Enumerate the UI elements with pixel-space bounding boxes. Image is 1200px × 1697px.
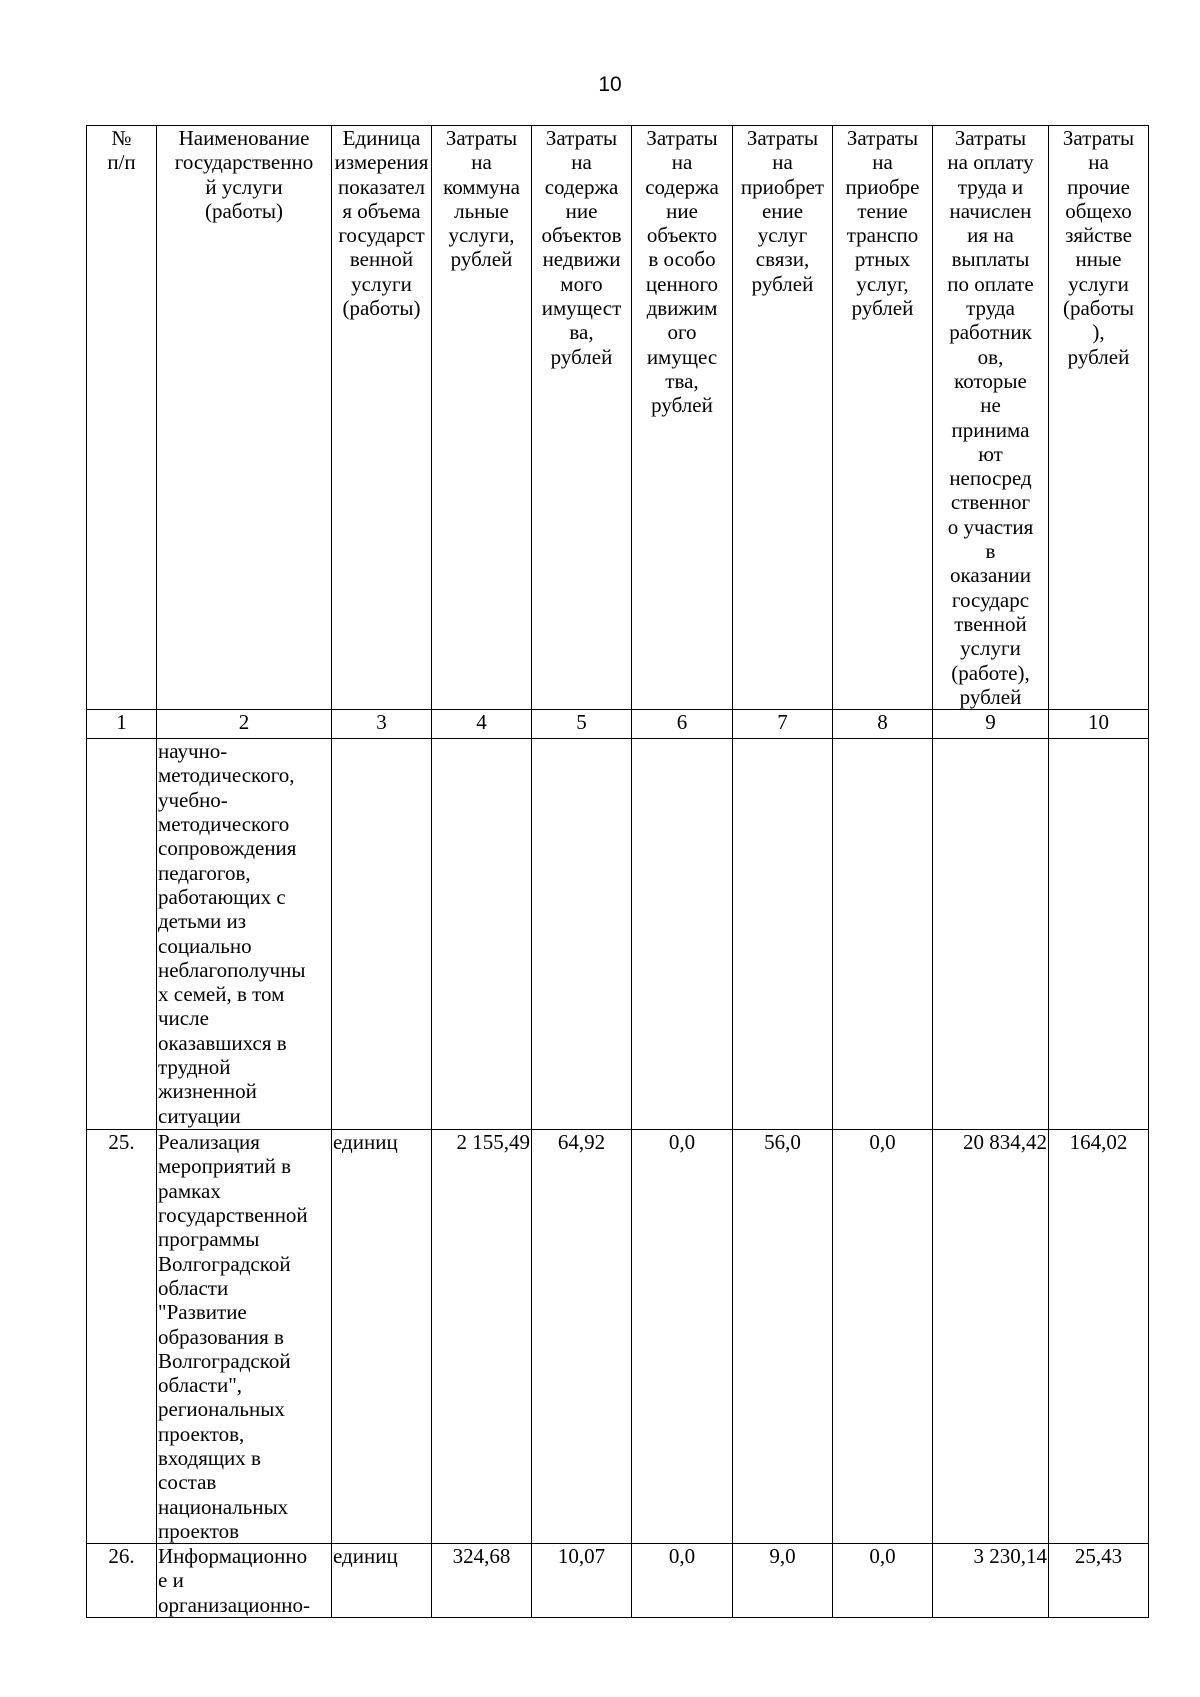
text-line: методического, [158,763,295,788]
text-line: на [671,150,693,175]
text-line: о участия [947,514,1034,539]
text-line: (работы [1062,296,1134,321]
text-line: № [111,126,132,150]
header-cell-movable [632,126,733,710]
text-line: ценного [645,271,719,296]
text-line: детьми из [158,909,247,934]
row-number [87,739,157,1130]
text-line: образования в [158,1324,284,1349]
text-line: объектов [541,223,622,248]
text-line: приобрет [740,174,825,199]
text-line: научно- [158,739,228,764]
text-line: Затраты [846,126,919,150]
text-line: (работе), [951,660,1030,685]
text-line: содержа [645,174,719,199]
salary-cost [933,739,1049,1130]
text-line: Затраты [445,126,518,150]
text-line: ), [1092,320,1105,345]
text-line: сопровождения [158,836,297,861]
text-line: государс [951,587,1030,612]
row-number: 26. [87,1544,157,1618]
text-line: в особо [648,247,716,272]
text-line: льные [454,198,509,223]
unit-cell: единиц [332,1130,432,1544]
text-line: региональных [158,1397,285,1422]
text-line: Единица [342,126,421,150]
realty-cost [532,739,632,1130]
text-line: рублей [450,247,513,272]
text-line: "Развитие [158,1300,247,1325]
text-line: Реализация [158,1130,260,1155]
text-line: мого [560,271,603,296]
text-line: прочие [1067,174,1130,199]
column-number: 3 [332,710,432,739]
text-line: тва, [665,368,699,393]
column-number: 4 [432,710,532,739]
column-number: 10 [1049,710,1149,739]
service-name [157,1130,332,1544]
text-line: мероприятий в [158,1154,292,1179]
header-row [87,126,1149,710]
transport-cost [833,739,933,1130]
text-line: национальных [158,1494,289,1519]
text-line: работающих с [158,884,286,909]
text-line: не [980,393,1001,418]
text-line: Информационно [158,1544,308,1569]
text-line: услуг, [856,271,909,296]
text-line: рублей [550,344,613,369]
text-line: ситуации [158,1103,241,1128]
column-number-row [87,710,1149,739]
text-line: твенной [954,611,1027,636]
text-line: оказании [949,563,1032,588]
text-line: которые [954,368,1027,393]
text-line: я объема [342,198,421,223]
text-line: услуг [757,223,808,248]
text-line: рублей [1067,344,1130,369]
text-line: имущест [541,296,622,321]
text-line: движим [646,296,718,321]
text-line: рублей [959,684,1022,709]
text-line: принима [951,417,1030,442]
header-cell-transport [833,126,933,710]
text-line: неблагополучны [158,957,306,982]
text-line: социально [158,933,252,958]
text-line: услуги, [448,223,515,248]
text-line: услуги [1068,271,1129,296]
text-line: рублей [651,393,713,418]
text-line: на [1088,150,1109,175]
text-line: показател [338,174,425,199]
text-line: транспо [846,223,919,248]
text-line: ва, [569,320,594,345]
text-line: организационно- [158,1592,310,1617]
text-line: ия на [967,223,1014,248]
text-line: услуги [960,636,1021,661]
column-number: 7 [733,710,833,739]
column-number: 8 [833,710,933,739]
salary-cost: 3 230,14 [933,1544,1049,1618]
text-line: рамках [158,1178,221,1203]
text-line: измерения [334,150,429,175]
page-number: 10 [598,73,622,96]
other-cost: 25,43 [1049,1544,1149,1618]
column-number: 6 [632,710,733,739]
text-line: ние [565,198,598,223]
text-line: области [158,1275,229,1300]
text-line: Затраты [545,126,618,150]
text-line: трудной [158,1054,231,1079]
communication-cost: 9,0 [733,1544,833,1618]
other-cost [1049,739,1149,1130]
text-line: проектов [158,1518,240,1543]
text-line: проектов, [158,1421,245,1446]
header-cell-communal [432,126,532,710]
text-line: области", [158,1373,243,1398]
text-line: Затраты [1062,126,1135,150]
table-row [87,1544,1149,1618]
communication-cost [733,739,833,1130]
text-line: связи, [755,247,810,272]
other-cost: 164,02 [1049,1130,1149,1544]
text-line: Наименование [178,126,310,150]
text-line: в [985,539,996,564]
text-line: содержа [544,174,619,199]
unit-cell [332,739,432,1130]
text-line: ртных [854,247,911,272]
text-line: на [471,150,492,175]
text-line: венной [349,247,414,272]
text-line: Затраты [954,126,1027,150]
table-row [87,739,1149,1130]
text-line: государственной [158,1203,308,1228]
header-cell-salary [933,126,1049,710]
text-line: Волгоградской [158,1348,291,1373]
text-line: программы [158,1227,260,1252]
text-line: государст [338,223,425,248]
communal-cost: 2 155,49 [432,1130,532,1544]
text-line: по оплате [947,271,1034,296]
text-line: начислен [949,198,1032,223]
text-line: е и [158,1568,184,1593]
service-name [157,739,332,1130]
text-line: числе [158,1006,209,1031]
text-line: недвижи [542,247,621,272]
text-line: педагогов, [158,860,251,885]
header-cell-realty [532,126,632,710]
text-line: ов, [977,344,1004,369]
header-cell-name [157,126,332,710]
text-line: на [772,150,793,175]
text-line: (работы) [342,296,421,321]
column-number: 1 [87,710,157,739]
communal-cost [432,739,532,1130]
text-line: х семей, в том [158,982,285,1007]
text-line: ение [761,198,804,223]
service-name [157,1544,332,1618]
realty-cost: 10,07 [532,1544,632,1618]
text-line: Затраты [746,126,819,150]
text-line: на оплату [947,150,1034,175]
movable-cost: 0,0 [632,1544,733,1618]
text-line: на [571,150,592,175]
text-line: ют [978,441,1003,466]
text-line: государственно [174,150,314,175]
text-line: й услуги [205,174,283,199]
table-row [87,1130,1149,1544]
text-line: методического [158,812,290,837]
header-cell-number [87,126,157,710]
text-line: нные [1075,247,1122,272]
text-line: услуги [351,271,412,296]
text-line: труда [966,296,1015,321]
communal-cost: 324,68 [432,1544,532,1618]
text-line: объекто [646,223,718,248]
cost-table [86,125,1149,1618]
salary-cost: 20 834,42 [933,1130,1049,1544]
text-line: Волгоградской [158,1251,291,1276]
text-line: труда и [957,174,1024,199]
text-line: п/п [107,150,136,175]
text-line: учебно- [158,787,228,812]
transport-cost: 0,0 [833,1130,933,1544]
text-line: тение [857,198,908,223]
transport-cost: 0,0 [833,1544,933,1618]
text-line: работник [949,320,1032,345]
text-line: состав [158,1470,217,1495]
text-line: (работы) [204,198,283,223]
column-number: 2 [157,710,332,739]
row-number: 25. [87,1130,157,1544]
movable-cost [632,739,733,1130]
text-line: рублей [851,296,914,321]
text-line: Затраты [646,126,718,150]
text-line: имущес [646,344,718,369]
text-line: входящих в [158,1445,261,1470]
text-line: ние [666,198,698,223]
movable-cost: 0,0 [632,1130,733,1544]
text-line: жизненной [158,1079,257,1104]
text-line: приобре [845,174,920,199]
text-line: на [872,150,893,175]
text-line: зяйстве [1065,223,1132,248]
text-line: ого [667,320,697,345]
text-line: коммуна [443,174,520,199]
realty-cost: 64,92 [532,1130,632,1544]
unit-cell: единиц [332,1544,432,1618]
text-line: выплаты [951,247,1030,272]
header-cell-other [1049,126,1149,710]
communication-cost: 56,0 [733,1130,833,1544]
column-number: 9 [933,710,1049,739]
column-number: 5 [532,710,632,739]
header-cell-unit [332,126,432,710]
text-line: общехо [1065,198,1132,223]
text-line: оказавшихся в [158,1030,287,1055]
text-line: ственног [950,490,1031,515]
text-line: рублей [751,271,814,296]
text-line: непосред [949,466,1032,491]
header-cell-communication [733,126,833,710]
